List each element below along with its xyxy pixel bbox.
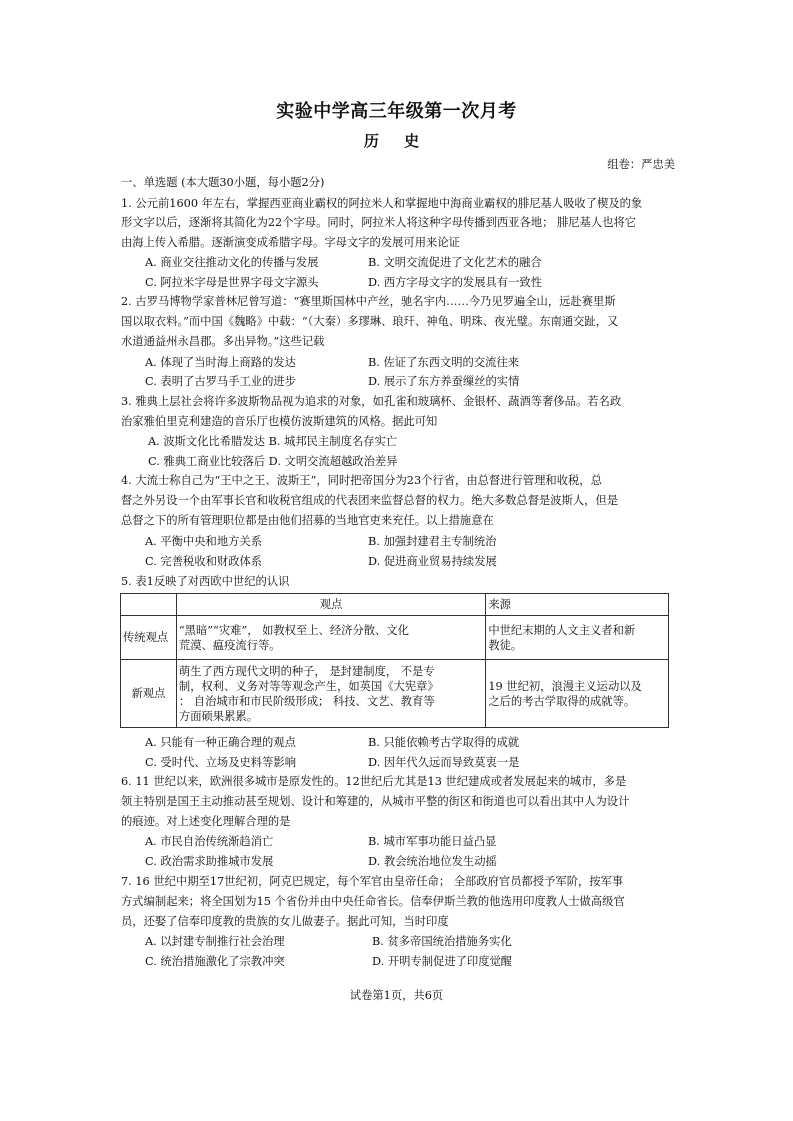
q1-option-b: B. 文明交流促进了文化艺术的融合 (368, 256, 542, 269)
q6-line: 的痕迹。对上述变化理解合理的是 (121, 815, 291, 828)
row-view (176, 616, 485, 660)
table-header-row (121, 594, 669, 616)
q7-option-d: D. 开明专制促进了印度觉醒 (372, 955, 513, 968)
q5-option-c: C. 受时代、立场及史料等影响 (145, 756, 296, 769)
q7-option-a: A. 以封建专制推行社会治理 (145, 935, 285, 948)
row-view-line: 方面硕果累累。 (178, 709, 258, 723)
q3-line: 治家雅伯里克利建造的音乐厅也模仿波斯建筑的风格。据此可知 (121, 415, 438, 428)
table-header-source: 来源 (486, 594, 669, 616)
q1-line: 由海上传入希腊。逐渐演变成希腊字母。字母文字的发展可用来论证 (121, 236, 460, 249)
q4-option-a: A. 平衡中央和地方关系 (145, 535, 263, 548)
page-footer: 试卷第1页，共6页 (349, 989, 444, 1002)
q4-option-c: C. 完善税收和财政体系 (145, 555, 263, 568)
q4-option-b: B. 加强封建君主专制统治 (368, 535, 497, 548)
q6-option-b: B. 城市军事功能日益凸显 (368, 835, 497, 848)
q6-line: 6. 11 世纪以来，欧洲很多城市是原发性的。12世纪后尤其是13 世纪建成或者发展起来的城市，多是 (121, 775, 627, 788)
q3-options-ab: A. 波斯文化比希腊发达 B. 城邦民主制度名存实亡 (148, 435, 398, 448)
q2-line: 2. 古罗马博物学家普林尼曾写道：“赛里斯国林中产丝，驰名宇内……今乃见罗遍全山，远赴赛里斯 (121, 295, 616, 308)
q1-option-a: A. 商业交往推动文化的传播与发展 (145, 256, 319, 269)
row-label: 新观点 (121, 660, 177, 728)
q5-table (120, 593, 669, 728)
row-source (486, 616, 669, 660)
q7-line: 7. 16 世纪中期至17世纪初，阿克巴规定，每个军官由皇帝任命； 全部政府官员都授予军阶，按军事 (121, 875, 624, 888)
q5-option-b: B. 只能依赖考古学取得的成就 (368, 736, 520, 749)
q2-option-b: B. 佐证了东西文明的交流往来 (368, 356, 520, 369)
table-header-view: 观点 (176, 594, 485, 616)
q6-option-a: A. 市民自治传统渐趋消亡 (145, 835, 274, 848)
row-source-line: 之后的考古学取得的成就等。 (488, 694, 636, 708)
compiler-credit: 组卷：严忠美 (607, 158, 675, 171)
q2-option-d: D. 展示了东方养蚕缫丝的实情 (368, 375, 520, 388)
table-header-blank (121, 594, 177, 616)
q2-option-c: C. 表明了古罗马手工业的进步 (145, 375, 296, 388)
q5-option-d: D. 因年代久远而导致莫衷一是 (368, 756, 520, 769)
row-view (176, 660, 485, 728)
q4-line: 总督之下的所有管理职位都是由他们招募的当地官吏来充任。以上措施意在 (121, 514, 494, 527)
row-view-line: ： 自治城市和市民阶级形成； 科技、文艺、教育等 (178, 694, 435, 708)
q2-line: 国以取衣料。”而中国《魏略》中载：“（大秦）多璆琳、琅玕、神龟、明珠、夜光璧。东南通交趾，又 (121, 315, 619, 328)
row-source (486, 660, 669, 728)
table-row (121, 616, 669, 660)
q7-line: 员，还娶了信奉印度教的贵族的女儿做妻子。据此可知，当时印度 (121, 915, 449, 928)
q7-line: 方式编制起来；将全国划为15 个省份并由中央任命省长。信奉伊斯兰教的他选用印度教人士做高级官 (121, 895, 625, 908)
q5-option-a: A. 只能有一种正确合理的观点 (145, 736, 296, 749)
section-heading: 一、单选题 (本大题30小题，每小题2分) (121, 176, 325, 189)
subject-heading: 历 史 (363, 132, 430, 150)
q4-option-d: D. 促进商业贸易持续发展 (368, 555, 497, 568)
row-source-line: 19 世纪初，浪漫主义运动以及 (488, 679, 642, 693)
q6-option-c: C. 政治需求助推城市发展 (145, 855, 274, 868)
row-view-line: “黑暗”“灾难”， 如教权至上、经济分散、文化 (178, 623, 409, 637)
q6-line: 领主特别是国王主动推动甚至规划、设计和筹建的，从城市平整的街区和街道也可以看出其中人为设计 (121, 795, 630, 808)
q5-stem: 5. 表1反映了对西欧中世纪的认识 (121, 575, 290, 588)
row-label: 传统观点 (121, 616, 177, 660)
row-source-line: 中世纪末期的人文主义者和新 (488, 623, 636, 637)
q3-options-cd: C. 雅典工商业比较落后 D. 文明交流超越政治差异 (148, 455, 398, 468)
table-row (121, 660, 669, 728)
row-source-line: 教徒。 (488, 638, 523, 652)
exam-title: 实验中学高三年级第一次月考 (276, 101, 517, 122)
row-view-line: 萌生了西方现代文明的种子， 是封建制度， 不是专 (178, 664, 435, 678)
q4-line: 4. 大流士称自己为“王中之王、波斯王”，同时把帝国分为23个行省，由总督进行管理和收税，总 (121, 474, 602, 487)
q7-option-b: B. 贫多帝国统治措施务实化 (372, 935, 512, 948)
q2-option-a: A. 体现了当时海上商路的发达 (145, 356, 296, 369)
row-view-line: 制，权利、义务对等等观念产生，如英国《大宪章》 (178, 679, 439, 693)
q1-line: 1. 公元前1600 年左右，掌握西亚商业霸权的阿拉米人和掌握地中海商业霸权的腓尼基人吸收了楔及的象 (121, 197, 643, 210)
q4-line: 督之外另设一个由军事长官和收税官组成的代表团来监督总督的权力。绝大多数总督是波斯人，但是 (121, 494, 619, 507)
q1-line: 形文字以后，逐渐将其简化为22个字母。同时，阿拉米人将这种字母传播到西亚各地； 腓尼基人也将它 (121, 216, 637, 229)
q3-line: 3. 雅典上层社会将许多波斯物品视为追求的对象，如孔雀和玻璃杯、金银杯、蔬酒等奢侈品。若名政 (121, 395, 622, 408)
q6-option-d: D. 教会统治地位发生动摇 (368, 855, 497, 868)
q7-option-c: C. 统治措施激化了宗教冲突 (145, 955, 285, 968)
q2-line: 水道通益州永昌郡。多出异物。”这些记载 (121, 335, 325, 348)
q1-option-d: D. 西方字母文字的发展具有一致性 (368, 276, 542, 289)
row-view-line: 荒漠、瘟疫流行等。 (178, 638, 281, 652)
q1-option-c: C. 阿拉米字母是世界字母文字源头 (145, 276, 319, 289)
